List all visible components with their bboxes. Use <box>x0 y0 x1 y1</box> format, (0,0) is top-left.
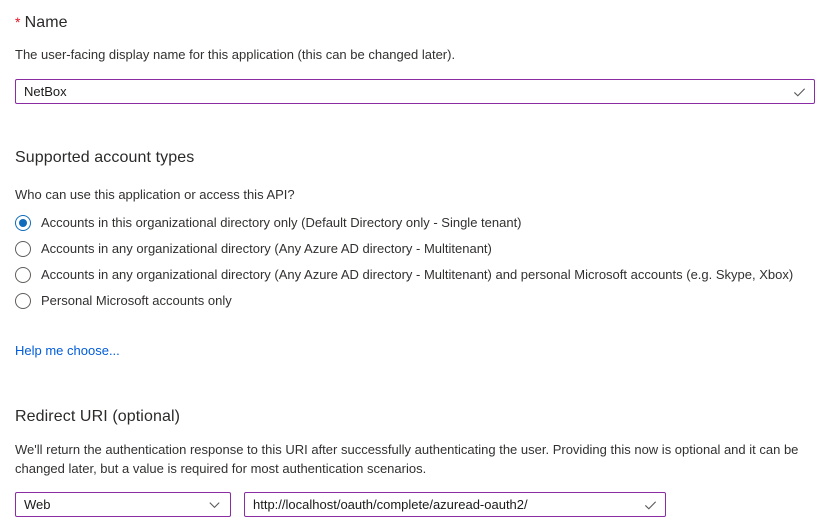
account-types-question: Who can use this application or access this API? <box>15 187 295 202</box>
redirect-uri-description: We'll return the authentication response to this URI after successfully authenticating the user. Providing this now is optional and it can be changed later, but a value is required for most authentication scenarios. <box>15 442 799 476</box>
name-input[interactable] <box>15 79 815 104</box>
chevron-down-icon <box>207 497 222 512</box>
radio-icon[interactable] <box>15 241 31 257</box>
redirect-uri-row <box>15 492 815 517</box>
account-type-option-single-tenant[interactable] <box>15 214 815 231</box>
account-type-option-label: Accounts in any organizational directory (Any Azure AD directory - Multitenant) and personal Microsoft accounts (e.g. Skype, Xbox) <box>41 266 794 282</box>
account-type-option-label: Accounts in any organizational directory (Any Azure AD directory - Multitenant) <box>41 240 492 256</box>
name-description: The user-facing display name for this application (this can be changed later). <box>15 47 456 62</box>
radio-icon[interactable] <box>15 293 31 309</box>
platform-select[interactable] <box>15 492 231 517</box>
account-type-option-multitenant-personal[interactable] <box>15 266 815 283</box>
redirect-uri-title: Redirect URI (optional) <box>15 408 181 425</box>
valid-check-icon <box>643 497 658 512</box>
platform-select-value: Web <box>24 497 51 512</box>
name-field <box>15 79 815 104</box>
valid-check-icon <box>792 84 807 99</box>
radio-icon[interactable] <box>15 215 31 231</box>
name-section-title <box>15 12 815 33</box>
help-me-choose-link[interactable]: Help me choose... <box>15 343 120 358</box>
account-types-title: Supported account types <box>15 149 195 166</box>
redirect-uri-field <box>244 492 666 517</box>
radio-icon[interactable] <box>15 267 31 283</box>
account-type-option-label: Personal Microsoft accounts only <box>41 292 232 308</box>
redirect-uri-section <box>15 407 815 517</box>
required-marker: * <box>15 14 21 30</box>
name-section <box>15 12 815 104</box>
redirect-uri-input[interactable] <box>244 492 666 517</box>
account-type-options <box>15 214 815 309</box>
account-type-option-multitenant[interactable] <box>15 240 815 257</box>
name-title-text: Name <box>24 14 68 31</box>
account-type-option-label: Accounts in this organizational directory only (Default Directory only - Single tenant) <box>41 214 522 230</box>
account-type-option-personal-only[interactable] <box>15 292 815 309</box>
supported-account-types-section <box>15 148 815 360</box>
